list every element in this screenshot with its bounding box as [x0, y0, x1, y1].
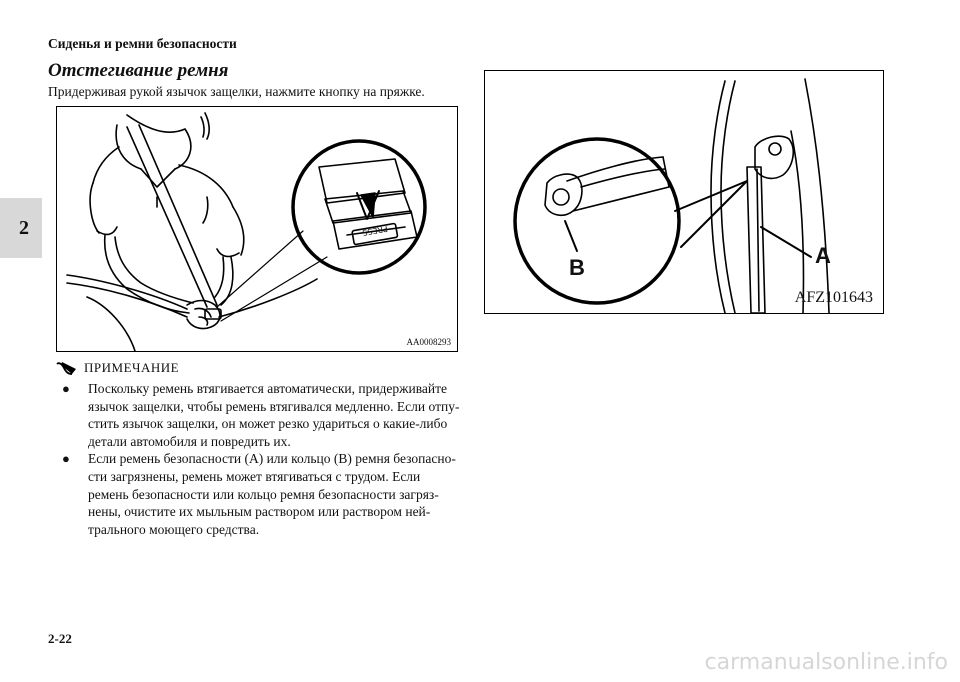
note-pen-icon	[56, 360, 78, 376]
section-tab	[0, 198, 42, 258]
figure-left-code: AA0008293	[406, 337, 451, 347]
note-bullet: ●	[62, 381, 70, 396]
note-list	[62, 380, 462, 538]
label-a: A	[815, 243, 831, 268]
figure-right-code: AFZ101643	[794, 289, 873, 306]
section-intro: Придерживая рукой язычок защелки, нажмите кнопку на пряжке.	[48, 84, 425, 99]
running-header: Сиденья и ремни безопасности	[48, 36, 237, 51]
label-b: B	[569, 255, 585, 280]
unbuckle-illustration	[56, 106, 458, 352]
belt-ring-drawing	[485, 71, 883, 313]
note-text: Если ремень безопасности (A) или кольцо (B) ремня безопасно-сти загрязнены, ремень может втягиваться с трудом. Если ремень безопасности или кольцо ремня безопасности загряз-нены, очистите их мыльным раствором или раствором ней-трального моющего средства.	[88, 451, 456, 537]
note-bullet: ●	[62, 451, 70, 467]
note-heading	[56, 360, 179, 376]
watermark: carmanualsonline.info	[704, 650, 948, 675]
note-heading-text: ПРИМЕЧАНИЕ	[84, 360, 180, 375]
section-title: Отстегивание ремня	[48, 60, 229, 81]
note-item	[62, 450, 462, 538]
press-button-label: PRESS	[361, 223, 389, 238]
section-tab-number: 2	[19, 216, 29, 239]
note-item	[62, 380, 462, 450]
note-text: Поскольку ремень втягивается автоматически, придерживайте язычок защелки, чтобы ремень втягивался медленно. Если отпу-стить язычок защелки, он может резко удариться о какие-либо детали автомобиля и повредить их.	[88, 381, 460, 449]
page-number: 2-22	[48, 631, 72, 646]
belt-ring-illustration	[484, 70, 884, 314]
